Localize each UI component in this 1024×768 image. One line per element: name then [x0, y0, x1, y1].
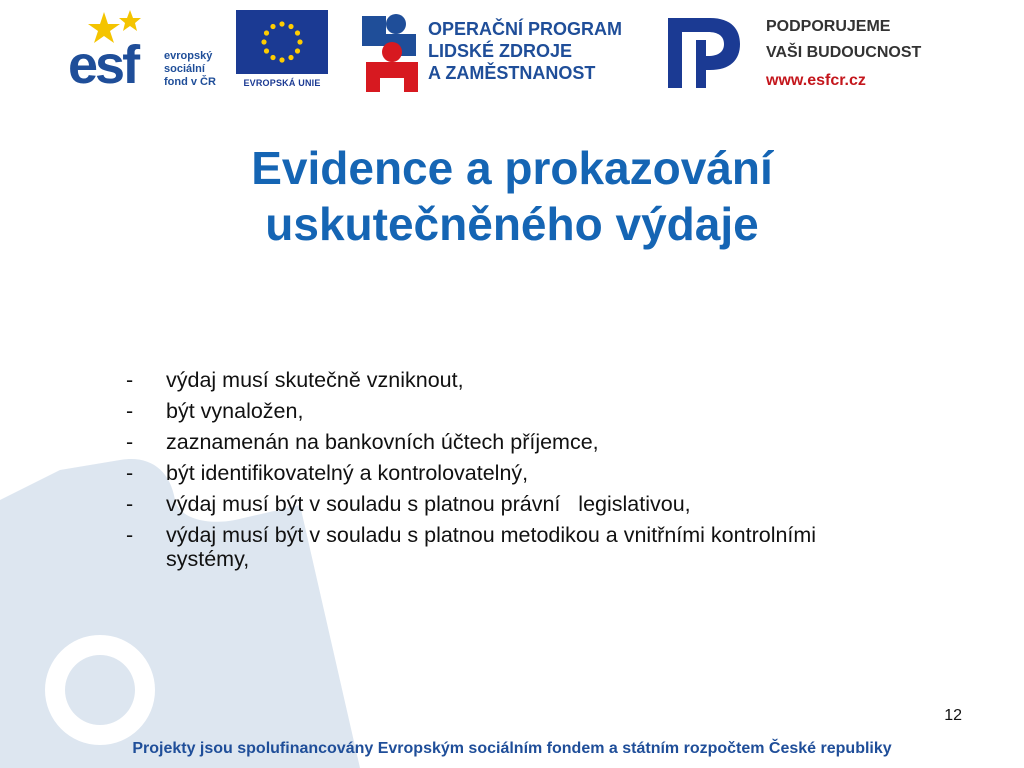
esf-logo — [68, 10, 226, 94]
esf-caption-line: fond v ČR — [164, 76, 216, 88]
op-lzz-text: OPERAČNÍ PROGRAM LIDSKÉ ZDROJE A ZAMĚSTNANOST — [428, 19, 623, 83]
list-item-text: být identifikovatelný a kontrolovatelný, — [166, 461, 529, 485]
op-lzz-logo — [360, 10, 640, 94]
esf-mark: esf — [68, 35, 138, 95]
list-item — [124, 461, 904, 485]
list-item-text: výdaj musí být v souladu s platnou právní legislativou, — [166, 492, 691, 516]
dash-marker: - — [126, 399, 134, 423]
logo-band — [0, 0, 1024, 100]
bullet-list — [124, 368, 904, 578]
puzzle-person-icon — [360, 10, 422, 94]
esfcr-url: www.esfcr.cz — [766, 72, 866, 89]
list-item — [124, 523, 904, 571]
eu-logo — [236, 10, 328, 94]
list-item — [124, 492, 904, 516]
esf-caption-line: sociální — [164, 63, 205, 75]
dash-marker: - — [126, 492, 134, 516]
list-item — [124, 430, 904, 454]
p-mark-icon — [660, 10, 744, 94]
list-item — [124, 368, 904, 392]
title-line: uskutečněného výdaje — [265, 198, 759, 250]
podporujeme-logo — [660, 10, 960, 94]
list-item-text: výdaj musí skutečně vzniknout, — [166, 368, 464, 392]
footer-text: Projekty jsou spolufinancovány Evropským sociálním fondem a státním rozpočtem České republiky — [132, 740, 892, 757]
esf-caption — [164, 50, 216, 89]
eu-caption: EVROPSKÁ UNIE — [243, 78, 321, 88]
dash-marker: - — [126, 368, 134, 392]
budoucnost-line: VAŠI BUDOUCNOST — [766, 44, 922, 61]
list-item-text: zaznamenán na bankovních účtech příjemce, — [166, 430, 599, 454]
esf-caption-line: evropský — [164, 50, 213, 62]
list-item-text: výdaj musí být v souladu s platnou metodikou a vnitřními kontrolními systémy, — [166, 523, 817, 571]
list-item-text: být vynaložen, — [166, 399, 304, 423]
podporujeme-line: PODPORUJEME — [766, 18, 891, 35]
title-line: Evidence a prokazování — [251, 142, 773, 194]
slide-title — [0, 140, 1024, 252]
eu-flag-icon — [236, 10, 328, 74]
dash-marker: - — [126, 523, 134, 547]
dash-marker: - — [126, 430, 134, 454]
list-item — [124, 399, 904, 423]
page-number: 12 — [944, 707, 962, 724]
dash-marker: - — [126, 461, 134, 485]
